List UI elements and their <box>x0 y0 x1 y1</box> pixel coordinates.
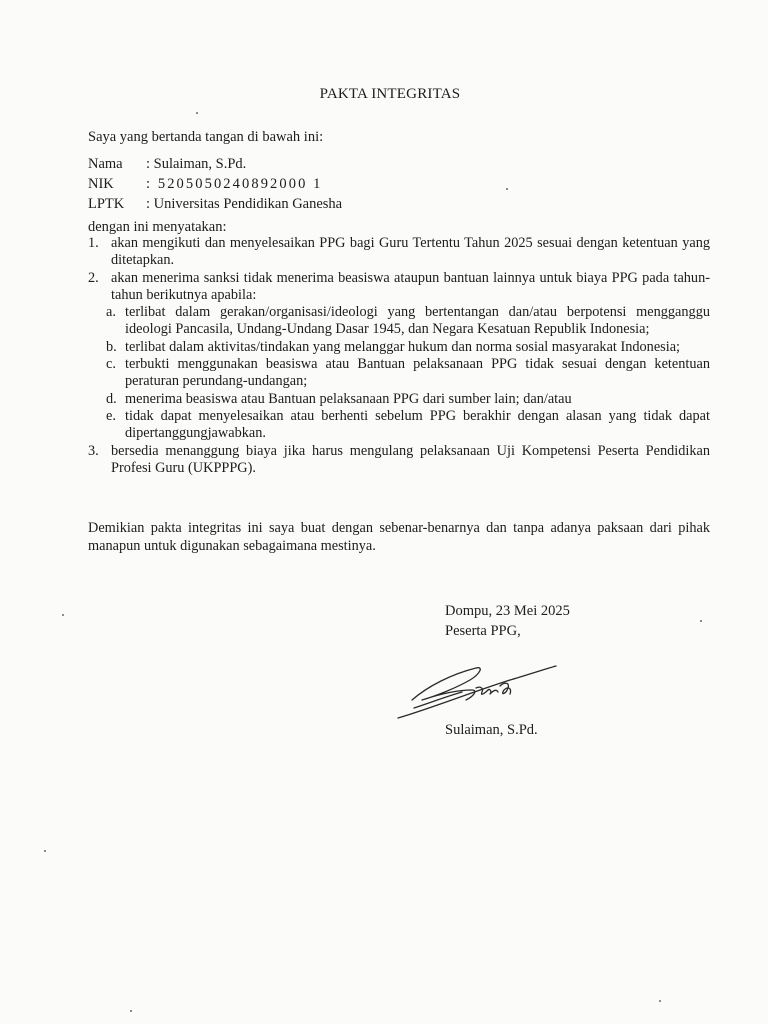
closing-paragraph: Demikian pakta integritas ini saya buat dengan sebenar-benarnya dan tanpa adanya paksaan dari pihak manapun untuk digunakan sebagaimana mestinya. <box>88 520 710 554</box>
identity-row-lptk <box>88 194 342 214</box>
identity-label: LPTK <box>88 196 125 212</box>
scan-speck <box>196 112 198 114</box>
scan-speck <box>659 1000 661 1002</box>
sub-list-item-text: terlibat dalam aktivitas/tindakan yang melanggar hukum dan norma sosial masyarakat Indonesia; <box>125 338 681 355</box>
sub-list-item-text: menerima beasiswa atau Bantuan pelaksanaan PPG dari sumber lain; dan/atau <box>125 390 572 407</box>
sub-list-marker: b. <box>106 338 117 355</box>
identity-row-name <box>88 154 342 174</box>
list-item-text: akan mengikuti dan menyelesaikan PPG bagi Guru Tertentu Tahun 2025 sesuai dengan ketentuan yang ditetapkan. <box>111 235 710 269</box>
list-marker: 3. <box>88 442 99 459</box>
scan-speck <box>62 614 64 616</box>
sub-list-item <box>88 408 710 443</box>
list-item-text: bersedia menanggung biaya jika harus mengulang pelaksanaan Uji Kompetensi Peserta Pendidikan Profesi Guru (UKPPPG). <box>111 442 710 476</box>
signer-name: Sulaiman, S.Pd. <box>445 722 538 738</box>
document-title: PAKTA INTEGRITAS <box>319 86 461 102</box>
intro-text: Saya yang bertanda tangan di bawah ini: <box>88 129 324 145</box>
sub-list-marker: c. <box>106 356 116 373</box>
scan-speck <box>700 620 702 622</box>
declaration-intro: dengan ini menyatakan: <box>88 219 227 235</box>
identity-label: NIK <box>88 176 114 192</box>
identity-label: Nama <box>88 156 123 172</box>
sub-list-item <box>88 391 710 408</box>
sub-list-marker: a. <box>106 304 116 321</box>
list-item <box>88 270 710 305</box>
sub-list-item <box>88 304 710 339</box>
place-date: Dompu, 23 Mei 2025 <box>445 603 570 619</box>
sub-list-item <box>88 356 710 391</box>
signer-role: Peserta PPG, <box>445 623 521 639</box>
identity-value: : Sulaiman, S.Pd. <box>146 156 247 172</box>
list-marker: 1. <box>88 235 99 251</box>
handwritten-signature <box>392 656 562 726</box>
list-marker: 2. <box>88 269 99 286</box>
list-item-text: akan menerima sanksi tidak menerima beasiswa ataupun bantuan lainnya untuk biaya PPG pada tahun-tahun berikutnya apabila: <box>111 269 710 303</box>
sub-list-item-text: terbukti menggunakan beasiswa atau Bantuan pelaksanaan PPG tidak sesuai dengan ketentuan peraturan perundang-undangan; <box>125 356 710 390</box>
sub-list-item-text: tidak dapat menyelesaikan atau berhenti sebelum PPG berakhir dengan alasan yang tidak dapat dipertanggungjawabkan. <box>125 407 710 442</box>
identity-value: : Universitas Pendidikan Ganesha <box>146 196 343 212</box>
scan-speck <box>44 850 46 852</box>
identity-table <box>88 154 342 214</box>
declaration-list <box>88 235 710 477</box>
list-item <box>88 443 710 478</box>
list-item <box>88 235 710 270</box>
scan-speck <box>130 1010 132 1012</box>
identity-value: : 5205050240892000 1 <box>146 176 323 192</box>
sub-list-item-text: terlibat dalam gerakan/organisasi/ideologi yang bertentangan dan/atau berpotensi mengganggu ideologi Pancasila, Undang-Undang Dasar 1945, dan Negara Kesatuan Republik Indonesia; <box>125 304 710 338</box>
signature-block-header <box>445 601 570 641</box>
identity-row-nik <box>88 174 342 194</box>
sub-list-marker: e. <box>106 407 116 424</box>
sub-list-marker: d. <box>106 390 117 407</box>
scan-speck <box>506 188 508 190</box>
sub-list-item <box>88 339 710 356</box>
